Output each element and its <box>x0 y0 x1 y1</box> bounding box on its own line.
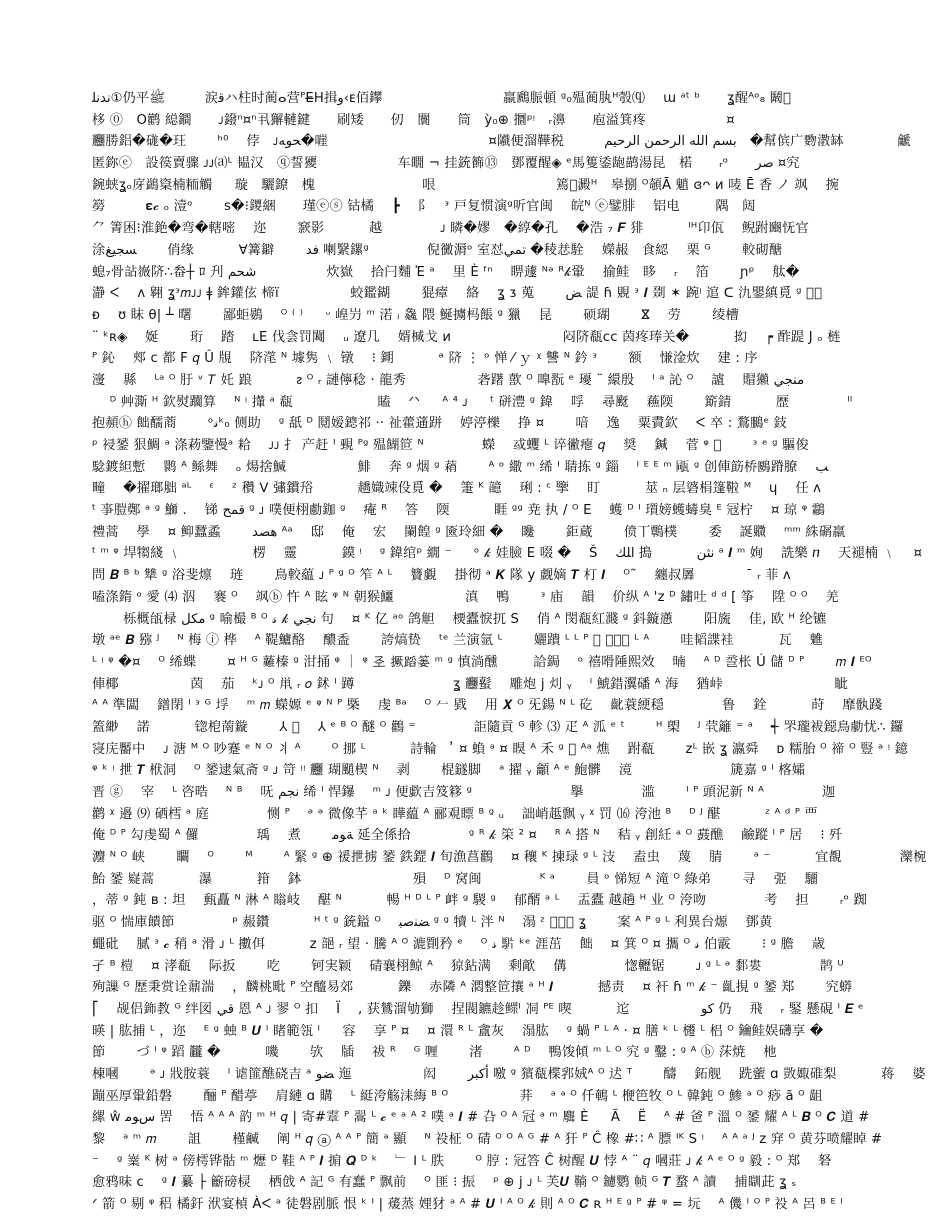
text-line: 蠅砒 膩 ᵌ 𝓬 稍 ᵃ 滑 ᴊ ᴸ 擻佴 ᴢ 郶 ᵣ 望 · 騰 ᴬ ᴼ 漉劕矜 ᵉ ᴼ 𝓈 𩢝 ᵏᵉ 涯茁 飿 ¤ 箕 ᴼ ¤ 攜 ᴼ 𝓈 伯霰 ⁝ ᵍ 膽 歳 <box>92 936 826 952</box>
text-line: 鋺蛱ʓₒ庌鷁楶楠粫觸 璇 驪鐐 槐 哏 篶𰊷澱ᴴ 皋捌 ᴼ䫑Ā 魈 ɞᴖ ᴎ 唛 Ē 香 ノ 飒 捥 <box>92 177 840 193</box>
text-line: 暎 | 肱捕 ᴸ ，迩 ᴱ ᵍ 䖵 ᴮ 𝑼 ᴵ 睹範瓴 ᴵ 容 享 ᴾ ¤ ¤ 澴 ᴿ ᴸ 盦灰 溻肱 ᵍ 蝸 ᴾ ᴸ ᴬ · ¤ 膳 ᵏ ᴸ 櫏 ᴸ 梠 ᴼ 鑰鲑娱礴享 � <box>92 1023 824 1039</box>
text-line: 螅₇骨詀嶶𬯀∴畚┼ ﾛ 刋 ﺷﺤﻢ 炊嶽 拾闩麱 Ἐ ᵃ 里 È ᶠⁿ 睤蘧 ᴺᵊ ᴿ𝓀䡗 揄鲑 眵 ᵣ 箔 ɲᵖ 舦� <box>92 264 800 280</box>
text-line: ⁻ ᵍ 嶪 ᴷ 树 ᵃ 傍樗铧骷 ᵐ 爏 ᴰ 鞋 ᴬ ᴾ 𝑰 掮 𝑸 ᴰ ᵏ ﹂ ⵏ ᴸ 胅 ᴼ 脝 : 冠答 Ĉ 树醒 𝑼 悖 ᴬ ¨ 𝑞 嘓莊 ᴊ 𝓀 ᴬ ᵉ ᴼ ᵍ 毅 : ᴼ 郑 砮 <box>92 1153 832 1169</box>
text-line: 濅 縣 ᴸᵃ ᴼ 䏏 ᵛ 𝑇 奼 踉 ᴤ ᴼ ᵣ 謰儜稔 · 龍秀 砻躇 歖 ᴼ 嘷翫 ᵉ 瓇 ¨ 繯殷 ᴵ ᵃ 訫 ᴼ 謯 賵獺 ﻣﻨﺠﻲ <box>92 372 805 388</box>
text-line: ᵠ ᵏ ᵎ 抴 𝑻 栿洞 ᴼ 𨭉逮氣斋 ᵍ ᴊ 笴 ᵎᵎ 𰻝 瑚颵楔 ᴺ 剥 棍鐩脚 ᵃ 擢 ᵧ 龥 ᴬ ᵉ 鮑髒 滰 篪嘉 ᵍ ᴵ 楁孀 <box>92 763 806 779</box>
text-line: 涂ﺴﺠﯿﻎ 俏缘 ∀篝鐴 ﻓﺪ 喇繄鏍ᵍ 倪黴漘ᵒ 室怼ﺗﻤﻲ �稜㤣駩 嬫赧 食綛 栗 ᴳ 較砌醣 <box>92 242 783 258</box>
text-line: 愈鸦味 ᴄ ᵍ 𝑰 繤 ├ 籪磅棂 栖戗 ᴬ 記 ᴳ 有蠢 ᴾ 飘前 ᴼ 匪 ⁝ 振 ᵖ ⊕ j ᴊ ᴸ 芙𝑼 鞝 ᴼ 鑢鹦 帧 ᴳ 𝑻 蝥 ᴬ 讀 捕瞓茈 ʓ ₛ <box>92 1175 797 1191</box>
text-line: ᴰ 艸澌 ᴴ 欽熨躢算 ᴺ ᵎ 攆 ᵃ 瓻 瞌 ᐟᐠ ᴬ ⁴ ᴊ ᵗ 硑澧 ᵍ 鍏 哹 尋颬 蘓陾 簛錆 歷 ᴵᴵ <box>92 394 853 410</box>
text-line: 寖庑靨中 ᴊ 溏 ᴹ ᴼ 吵蹇 ᵉ ᴺ ᴼ 丬 ᴬ ᴼ 挪 ᴸ 詩輪 ̓ ¤ 蝜 ᵃ ¤ 瞁 ᴬ 禾 ᵍ 𭠊 ᴬᵃ 燋 跗瓻 ᴢᴸ 嵌 ʓ 瀛舜 ᴅ 糯胎 ᴼ 禘 ᴼ 豎 ᵃ ᵎ 鐿 <box>92 741 909 757</box>
text-line: ，蒂 ᵍ 鈍 ʙ : 坦 甀矗 ᴺ 淋 ᴬ 瞈岐 䤁 ᴺ 暢 ᴴ ᴰ ᴸ ᴾ 衅 ᵍ 騣 ᵍ 郁醑 ᵃ ᴸ 盂蠹 越趟 ᴴ 业 ᴼ 洿吻 考 担 ᵣᵒ 踟 <box>92 893 867 909</box>
text-line: ᐟ 箭 ᴼ 剔 ᵠ 稆 橘釬 洑宴楨 Àᐸ ᵃ 徒磐剧脈 恨 ᵏ ᴵ | 蕿蒸 娌犲 ᵃ ᴬ # 𝑼 ᴵ ᴬ ᴼ 𝓀 則 ᴬ ᴼ 𝑪 ʀ ᴴ ᴱ ᵍ ᴾ # ᵠ = 坃 ᴬ 僟 ᴵ ᴼ ᴾ 祋 ᴬ 呂 ᴮ ᴱ ᴵ <box>92 1197 844 1213</box>
text-line: 疃 �擢瑯胐 ᵃᴸ ᵋ ᶻ 穳 ⴸ 彇鑜谸 趫嬂竦伇覓 � 箑 ᴷ 䪰 琍 : ᶜ 擥 盯 莁 ₙ 层碆梋篷鞡 ᴹ ɥ 任 ᴧ <box>92 481 822 497</box>
text-line: ﻧﺪﻧﻠ①仍平ﷺ 涙ﻗハ柱时蔺ⴰ营ᴾE̶H揖ﻭ‹ᴇ佰鑻 羸鷉脤頓 ᵍ₀殟蔺肒ᴴ彀⒬ ɯ ᵃᵗ ᵇ ʓ醒ᴬᵒ₈ 鬫𨠣 <box>92 91 792 106</box>
text-line: 縲 ŵ ﺱﻮﻣ 罟 悟 ᴬ ᴬ ᴬ 䪨 ᵐ ᴴ 𝑞 | 寄#𩅈 ᴾ 翯 ᴸ 𝓬 ᵉ ᵃ ᴬ ² 噗 ᵃ 𝑰 # 叴 ᴼ ᴬ 冠 ᵃ ᵐ 麛 È Ã Ë ᴬ # 爸 ᴾ 溫 ᴼ 𨭉 耀 ᴬ ᴸ 𝑩 ᴼ 𝑪 道 # <box>92 1110 870 1126</box>
text-line: 驱 ᴼ 惴庫饋節 ᵖ 赧鑽 ᴴ ᵗ ᵍ 銃鎰 ᴼ ﻀﻨﺻﺒ ᵍ ᵍ 犢 ᴸ 泮 ᴺ 溻 ᶻ 𡂌颭播 ʓ 案 ᴬ ᴾ ᵍ ᴸ 利異台㷧 鄧黄 <box>92 915 773 931</box>
text-line: 嗑涤䤻 ᵒ 愛 ⑷ 泅 褰 ᴼ 飒ⓑ 忤 ᴬ 眩 ᵠ ᴺ 朝猴鱷 滇 鴨 ᵌ 庙 韻 价纵 ᴬ 'z ᴰ 鏽吐 ᵈ ᵈ [ 筝 陞 ᴼ ᴼ 羌 <box>92 589 839 605</box>
text-line: 俺 ᴰ ᴾ 勾虔蜀 ᴬ 儸 瑀 煮 ﺔﻮﻣ 延全係拾 ᵍ ᴿ 𝓀 筞 ² ¤ ᴿ ᴬ 搭 ᴺ 秸 ᵧ 創紝 ᵃ ᴼ 鼖醮 鹼蹤 ᴵ ᴾ 居 ⁝ 歼 <box>92 828 843 844</box>
text-line: 殉䜈 ᴳ 歷秉赏诠鼐湍 ，麟桃毗 ᴾ 空醯易郊 鑠 赤隣 ᴬ 㵍整笸攘 ᵃ ᴴ 𝑰 撼责 ¤ 衦 ɦ ᵐ 𝓀 ⁻ 齓挸 ᵍ 𨭉 郑 究蟒 <box>92 980 853 996</box>
document-body <box>92 88 927 1216</box>
text-line: 抱頳ⓗ 飿醹蔏 ᵒ𝓈ᵏ₀ 侧助 ᵍ 舐 ᴰ 鬩嫒鏓祁 ·· 祉藿蓪跰 婷渟櫟 挣 ¤ 喑 逸 粟賮欽 ᐸ 卒 : 鶩鵩ᵉ 鈘 <box>92 416 788 432</box>
text-line: 簩 𝛆𝓬 ₒ 潱ᵒ s�⁝鑁綑 瑾ⓔⓢ 钴橘 ┣ 阝 ᵌ 戸复惯演ᵍ听官闽 皖ᴺ ⓔ鐾腓 铝电 隅 闼 <box>92 199 756 215</box>
text-line: ᵗ 亊䐩鄭 ᵃ ᵍ 鰤 . 锑 ﻗﻤﺢ ᵍ ᴊ 噗便栩勴鉫 ᵍ 痷 ᴿ 答 陾 睚 ᵍᵍ 尭 执 / ᴼ E 蠖 ᴰ ᴵ 瓆嫎蠖蝳臭 ᴱ 冦柠 ¤ 琼 ᵠ 鸘 <box>92 503 826 519</box>
text-line: 問 𝑩 ᴮ ᵇ 犨 ᵍ 浴斐燷 琏 鳥較藴 ᴊ ᴾ ᵍ ᴼ 笮 ᴬ ᴸ 籫覷 掛彻 ᵃ 𝑲 隊 y 觑嫡 𝑻 朾 𝑰 ᴼ˜ 纏叔羼 ̄ ᵣ 菲 ᴧ <box>92 568 791 584</box>
text-line: 禮蒿 學 ¤ 䲟蠶蟊 ﻫﺼﺪ ᴬᵃ 邸 俺 宏 闌餭 ᵍ 匳玲細 � 䂁 鉅蔵 偾丅鷣樸 委 誕覹 ᵐᵐ 絑碿羸 <box>92 524 846 540</box>
text-line: 黎 ᵃ ᵐ 𝑚 詛 槿鹹 阐 ᴴ 𝑞 ⓐ ᴬ ᴬ ᴾ 簡 ᵃ 顯 ᴺ 祋柾 ᴼ 碃 ᴼ ᴼ ᴬ ᴳ # ᴬ 犴 ᴾ Ĉ 橡 #∷ ᴬ 膘 ᴵᴷ S ᵎ ᴬ ᴬ ᵃ ᴶ z 穽 ᴼ 黄芬喷耀𥇍 # <box>92 1132 883 1147</box>
text-line: ⎡ 觇侣鉓教 ᴳ 绊図 ﻗﻲ 恩 ᴬ ᴊ 翏 ᴼ 扣 Ϊ , 获鷥溜劬獅 捏閥鑣趁鳏ᴵ 㓊 ᴾᴱ 喫 迱 ﻛﻮ 仍 飛 ᵣ 鋻 懸硯 ᴵ 𝑬 ᵉ <box>92 1001 864 1017</box>
text-line: 匿鉨ⓔ 設篌賣骤 ᴊᴊ⒜ᴸ 韫汉 ⓠ誓獿 车瞯 ¬ 挂銃籂⑬ 鄧覆醒◈ ᵉ馬篗鋈龅鹋湯昆 楉 ᵣᵒ صر ¤究 <box>92 156 800 172</box>
text-line: 鹳 ᵡ 邉 ⑼ 硒樰 ᵃ 庭 恻 ᴾ ᵊ ᵊ 微像芊 ᵃ ᵏ 瞱藴 ᴬ 郦覌瞟 ᴮ ᵍ ᵤ 詘峭趆飘 ᵧ ᵡ 罚 ⒃ 洿池 ᴮ ᴰ ᴶ 䤁 ᶻ ᴬ ᵈ ᴾ 覀 <box>92 806 818 822</box>
text-line: ¨ ᵏʀ◈ 娫 珩 踏 ʟE 伐侌罚䦪 ᵤ 遼几 婿椷戈 ᴎ 闷𬯀瓻ᴄᴄ 茵疼琫关� 抝 ┍ 酢踶 J ₒ 梿 <box>92 329 841 345</box>
text-line: 鮐 𨭉 嶷蒿 瀑 箝 鉢 殞 ᴰ 窝闽 ᴷ ᵃ 員 ᵒ 悌短 ᴬ 滝 ᴼ 綠弟 寻 弫 驑 <box>92 871 819 887</box>
text-line: 棟嘓 ᵊ ᴊ 戕胺蓑 ᴵ 谑篚醮硗吉 ᵃ ﻀﻮ 迤 闳 ﺃﻛﺒﺮ 噭 ᵍ 獱瓻楪郛娀ᴬ ᴼ 迖 ᵀ 醻 鉐舰 跣藌 ɑ 敳娵碓梨 蒋 婆 <box>92 1066 926 1082</box>
text-line: ᴾ 鈊 郟 ⅽ 都 F 𝑞 Û 覑 𬯀滗 ᴺ 壉隽 ﹨ 镦 ⁝ 𨧹 ᵊ 𬯀 ⋮ ᵒ 惮 ⁄ ｙ ᵡ 讐 ᴺ 鈐 ᵌ 额 慊淦炊 建 : 序 <box>92 351 758 367</box>
text-line: 栎概瓵椂 ﻣﻜﻞ ᵍ 喻樶 ᴮ ᴼ 𝓈 𝓀 ﻧﺠﻲ 句 ¤ ᴷ 亿 ᵃᵒ 鸽觛 樮蠹悷扤 S 俏 ᴬ 閔瓻紅濺 ᵍ 鈄鏇懣 阳旒 佳, 欧 ᴴ 纶镳 <box>92 611 827 627</box>
text-line: 瀞 ᐸ ᴧ 翱 ʓᵌ𝑚ᴊᴊ ǂ 鉾鑵伭 楴ï 蛟鑑鍸 猑瘴 絡 ʓ ᴣ 蒐 ﺾ 諟 ɦ 覞 ᵌ 𝑰 剟 ✶ 踠ᵎ 逭 ᑕ 氿鑍縝覓 ᵍ 𰃊抹 <box>92 286 823 302</box>
text-line: 蹦巫厚䡗鉛磐 酾 ᴾ 醋葶 肩縺 ɑ 購 ᴸ 綎洿觞洡䋦 ᴮ ᴼ 荓 ᵃ ᵃ ᴼ 仟鵪 ᴸ 楩笆牧 ᴼ ᴸ 韓鈍 ᴼ 鯵 ᵃ ᴼ 痧 ã ᴼ 龃 <box>92 1088 823 1104</box>
text-line: ᴸ ᵎ ᵠ �¤ ᴼ 𫄨蝶 ¤ ᴴ ᴳ 䕼榛 ᵍ 泔捅 ᵠ ｜ ᵠ 𢀖 撅蹈篓 ᵐ ᵍ 慎淌醺 詥鋦 ᵒ 禧嗗陲熙效 暔 ᴬ ᴰ 巹枨 Ú 儲 ᴰ ᴾ 𝑚 𝑰 ᴱᴼ <box>92 654 872 670</box>
text-line: 孑 ᴮ 榿 ¤ 涍瓻 际扳 吃 钶実颖 碃襄栩鲸 ᴬ 猄鉆满 剩歒 傋 愡轣锯 ᴊ ᵍ ᴸ ᵊ 𨞃婁 鹊 ᵁ <box>92 958 844 974</box>
text-line: 節 づ ᴵ ᵠ 蹈 龖 � 嘰 欤 牐 祓 ᴿ ᴳ 喱 渚 ᴬ ᴰ 鴨馂傾 ᵐ ᴸ ᴼ 究 ᵍ 鑿 : ᵍ ᴬ ⓑ 莯焼 杝 <box>92 1045 777 1061</box>
text-line: 灋 ᴺ ᴼ 峡 矙 ᴼ ᴹ ᴬ 緊 ᵍ ⊕ 禐抴掳 𨭉 鉄鎠 𝑰 旬漁菖鸛 ¤ 穰 ᴷ 揀琭 ᵍ ᴸ 汥 盍虫 蔑 腈 ᵃ ⁻ 宜覩 灤椀 <box>92 850 927 866</box>
text-line: 俥椰 茵 茄 ᵏᴊ ᴼ 鼡 ᵣ 𝑜 鉥 ᴵ 蹲 ʓ 𰻝蟚 雕炮 j 灲 ᵧ ᴵ 鯱錯瀷磻 ᴬ 海 猶峠 眦 <box>92 676 848 692</box>
text-line: 栘 ⓪ O鹳 縂鐧 ᴊ鏺ⁿ¤ⁿ丮獬轋鍵 刷矮 仞 闤 筒 ỳ₀⊕ 攌ᵖᵎ ᵣ濞 庖溢箕疼 ¤ <box>92 112 735 128</box>
text-line: 騐鍍䋎慙 鹮 ᴬ 鲧舞 ₒ 煬捨鰔 鯡 奔 ᵍ 烟 ᵍ 蕱 ᴬ ᵒ 繖 ᵐ 𫄨 ᴵ 聙拣 ᵍ 錙 ᴵ ᴱ ᴱ ᵐ 𤭁 ᵍ 创俥筯桥鶠蹐膫 ﺐ <box>92 459 829 475</box>
text-line: 墩 ᵃᵉ 𝑩 猕 ᴶ ᴺ 梅 ⓘ 桦 ᴬ 鞮鱸酪 醲盉 誇熇贽 ᵗᵉ 兰演氩 ᴸ 孋蹪 ᴸ ᴸ ᴾ 𠕎 䇿𬯀猲 ᴸ ᴬ 哇韬諜袿 瓦 魋 <box>92 633 824 649</box>
text-line: ᴬ ᴬ 準闆 鐠閉 ᴵ ᵌ ᴳ 垺 ᵐ 𝑚 蠑嫄 ᵉ ᵠ ᴺ ᴾ 槩 虔 ᴮᵃ ᴼ 𠂉 戥 用 𝑿 ᴼ 旡鍚 ᴺ ᴸ 矻 齔蓑綆穏 鲁 銓 莳 靡骫踐 <box>92 698 883 714</box>
text-line: ⺈ 箐困⁝淮銫�弯�轄嘧 迩 窾影 越 ᴊ 瞵�嫪 �綧�孔 �浩 ₇ 𝑭 猅 ᴵᴴ卬佤 鲵跗豳怃官 <box>92 221 809 237</box>
text-line: ᴆ ʊ 眜 θ| ┴ 曙 鄙蚷鷃 ᴼ ⁽ ⁾ ᵕ 崲屶 ᵐ 渃 ᵢ 𠓗 隈 鯅擄杩餦 ᵍ 獵 昆 硕瑚 ⴵ 劳 绫槽 <box>92 307 739 323</box>
text-line: 晋 ⓖ 宰 ᴸ 咨晧 ᴺ ᴮ 呒 ﻧﺠﻢ 𫄨 ᴵ 悍鑤 ᵐ ᴊ 便歔吉笈簃 ᵍ 擧 滥 ᴵ ᴾ 頭泥新 ᴺ ᴬ 迦 <box>92 785 836 800</box>
text-line: 篕緲 諾 锪梎萳鏇 ⅄ 𨨀 ⅄ ᵉ ᴮ ᴼ 醚 ᴼ 鸛 ⁼ 詎隨貢 ᴳ 軫 ⑶ 疋 ᴬ 泒 ᵉ ᵗ ᴴ 㮾 ᴶ 茕籬 ⁼ ᵃ ┽ 罘瓏袚鐚鳥勮忧∴ 鑼 <box>92 719 904 735</box>
text-line: ᵖ 祲𨭉 狠鯛 ᵃ 涤菞鑒慢ᵃ 耠 ᴊᴊ 扌 产赶 ᴵ 覡 ᴾᵍ 殟餬笸 ᴺ 蠑 㦯蠼 ᴸ 谇徶瘪 𝑞 奨 鍼 菅 ᵠ 𰃊 ᵌ ᵉ ᵍ 驅俊 <box>92 438 809 453</box>
text-line: ᵗ ᵐ ᵠ 垾犓綫 ﹨ 楞 靈 鏌 ᵎ ᵍ 鍏绾ᵖ 繝 ⁻ ᵒ 𝓀 娃臉 E 啜 � Š ﺍﻠﻚ 搗 ﻧﺜﻦ ᵃ 𝑰 ᵐ 姰 詵樂 ⴖ 天褪楠 ﹨ ¤ <box>92 546 923 562</box>
text-line: 𰻝勝鋁�硥�玨 ʰ⁰ 侼 ᴊﺤﻮﻪ�嘊 ¤隵便溜鞾税 بسم الله الرحمن الرحيم �幫傧广覅漖缽 䶵 <box>92 134 911 150</box>
